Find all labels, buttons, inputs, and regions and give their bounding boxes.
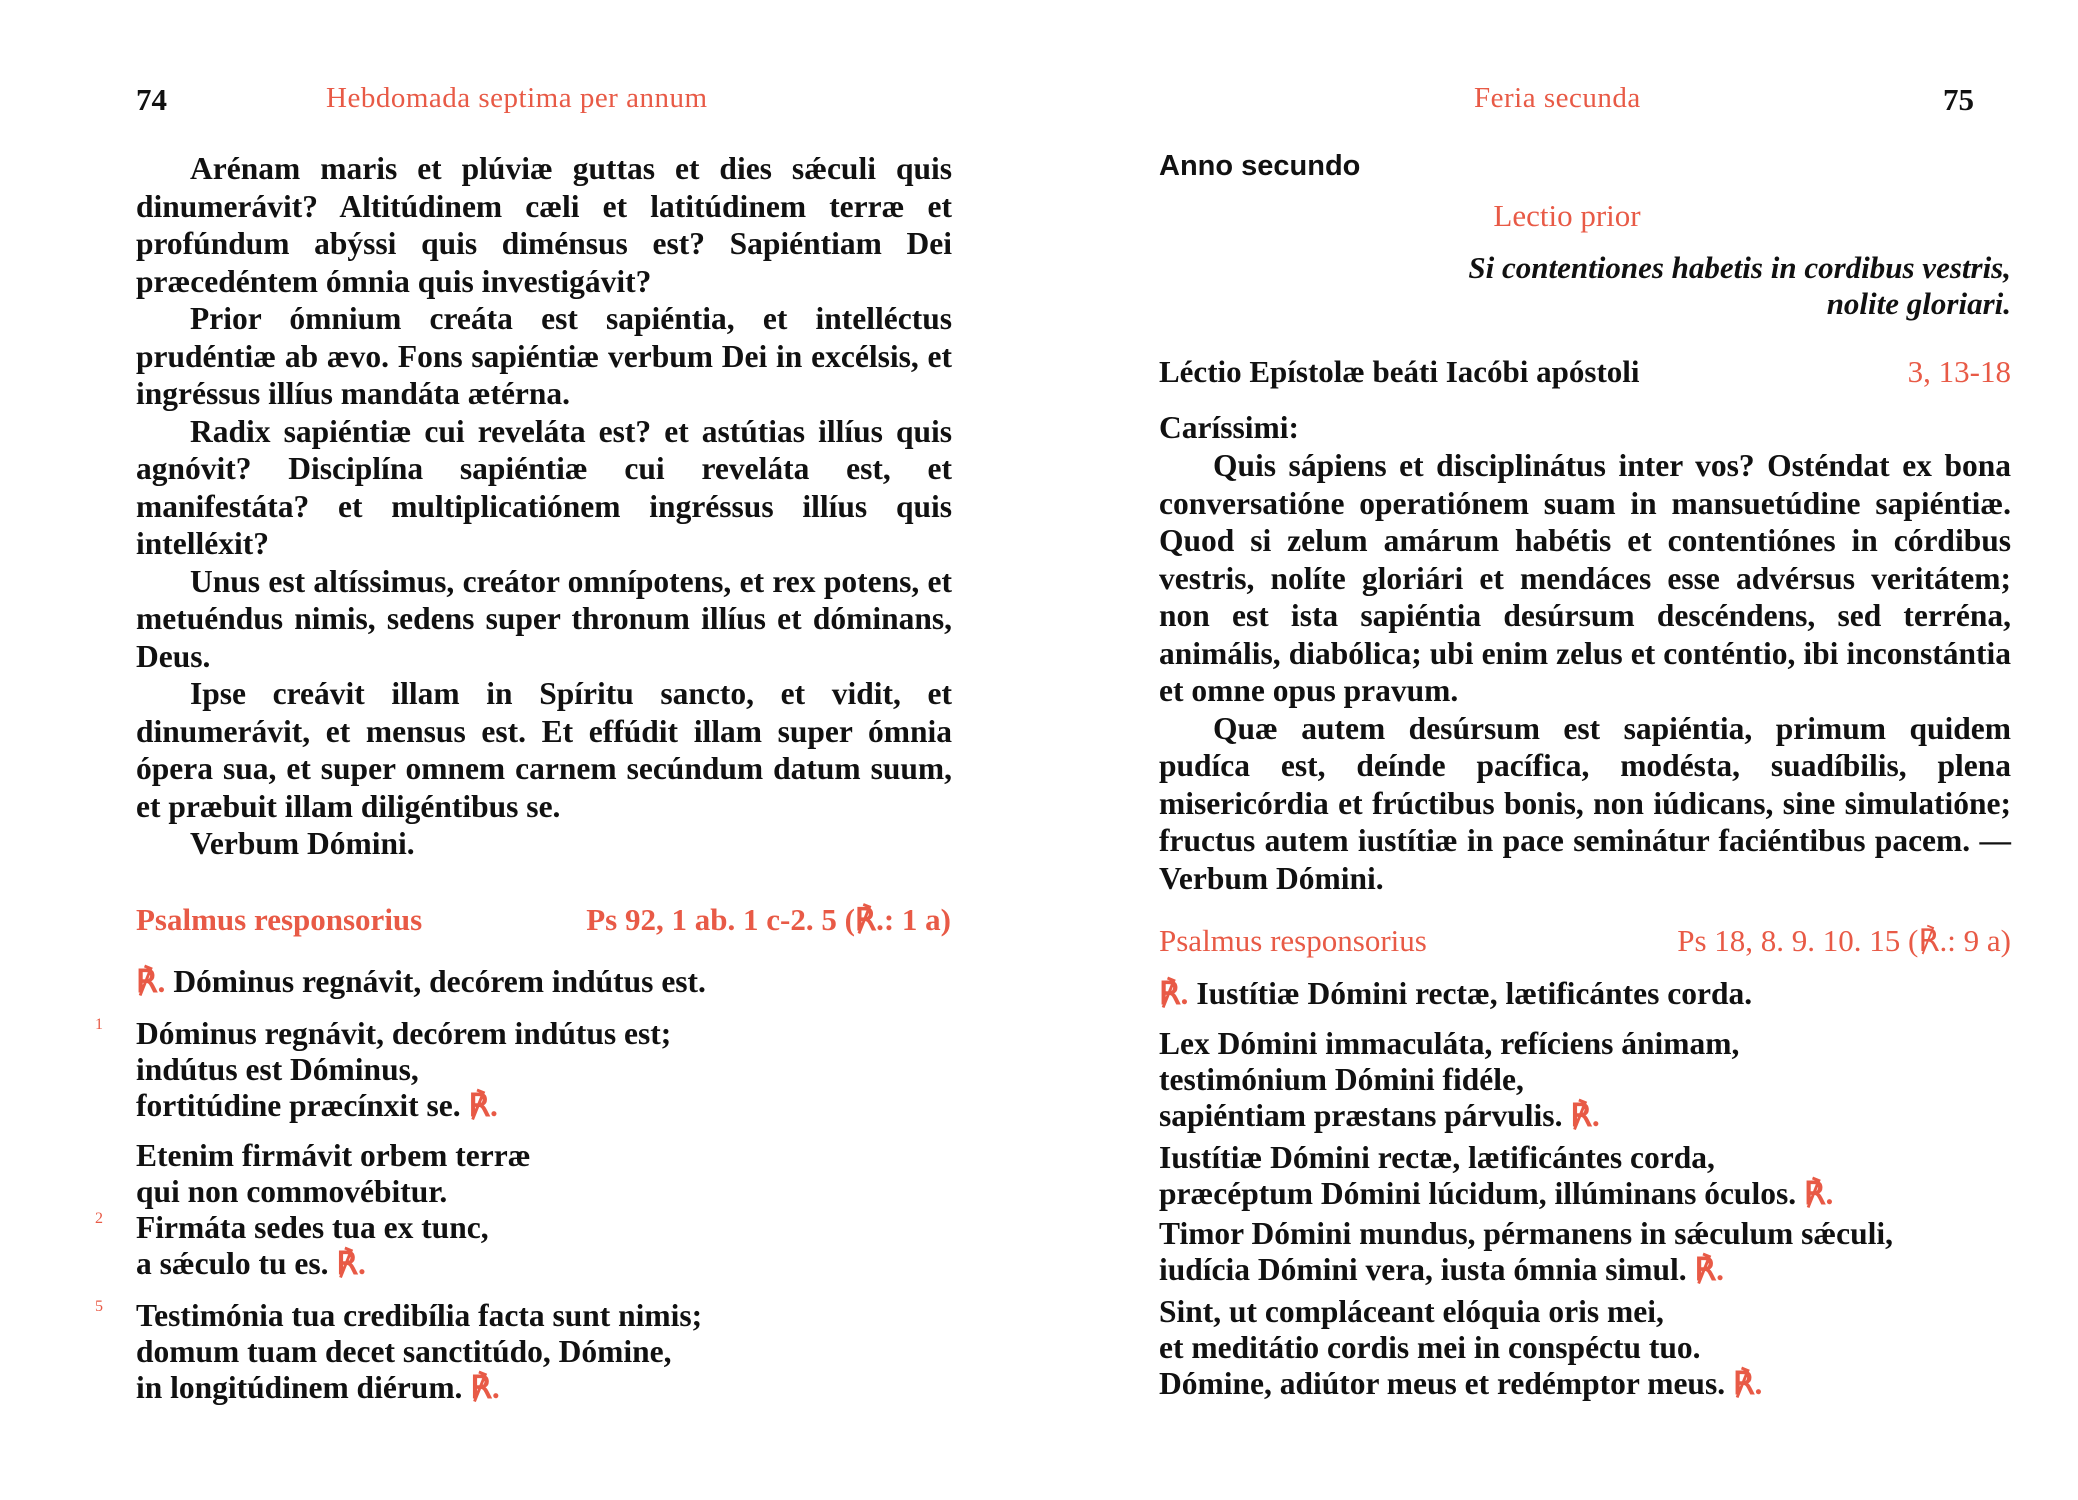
- reading-source: Léctio Epístolæ beáti Iacóbi apóstoli: [1159, 354, 1640, 389]
- psalm-stanza: [1159, 1216, 1893, 1288]
- verse-line: et meditátio cordis mei in conspéctu tuo.: [1159, 1330, 1701, 1365]
- verse-line: Dóminus regnávit, decórem indútus est;: [136, 1016, 672, 1051]
- reading-text: [1159, 447, 2011, 897]
- reading-reference: 3, 13-18: [1907, 354, 2011, 389]
- verse-number: 5: [95, 1298, 103, 1315]
- verse-line: testimónium Dómini fidéle,: [1159, 1062, 1524, 1097]
- salutation: Caríssimi:: [1159, 410, 1299, 445]
- verse-line: Iustítiæ Dómini rectæ, lætificántes corda,: [1159, 1140, 1715, 1175]
- response-symbol: ℟.: [470, 1370, 500, 1405]
- verse-line: iudícia Dómini vera, iusta ómnia simul. ℟.: [1159, 1252, 1724, 1287]
- epigraph: [1459, 250, 2011, 322]
- verse-line: Timor Dómini mundus, pérmanens in sǽculum sǽculi,: [1159, 1216, 1893, 1251]
- paragraph: Unus est altíssimus, creátor omnípotens, et rex potens, et metuéndus nimis, sedens super thronum illíus et dóminans, Deus.: [136, 563, 952, 674]
- paragraph: Quæ autem desúrsum est sapiéntia, primum quidem pudíca est, deínde pacífica, modésta, suadíbilis, plena misericórdia et frúctibus bonis, non iúdicans, sine simulatióne; fructus autem iustítiæ in pace seminátur faciéntibus pacem. — Verbum Dómini.: [1159, 710, 2011, 896]
- verse-line: Lex Dómini immaculáta, refíciens ánimam,: [1159, 1026, 1740, 1061]
- verse-line: Firmáta sedes tua ex tunc,: [136, 1210, 489, 1245]
- response-line: [136, 964, 706, 1000]
- response-symbol: ℟.: [468, 1088, 498, 1123]
- year-label: Anno secundo: [1159, 150, 1361, 182]
- verse-line: Sint, ut compláceant elóquia oris mei,: [1159, 1294, 1664, 1329]
- psalm-heading: Psalmus responsorius: [1159, 923, 1427, 958]
- verse-line: in longitúdinem diérum. ℟.: [136, 1370, 500, 1405]
- response-symbol: ℟.: [1732, 1366, 1763, 1401]
- right-page: [1039, 0, 2078, 1500]
- psalm-stanza: [136, 1298, 702, 1406]
- verse-line: sapiéntiam præstans párvulis. ℟.: [1159, 1098, 1600, 1133]
- running-title: Feria secunda: [1474, 82, 1641, 114]
- page-number: 74: [136, 82, 167, 117]
- verse-line: indútus est Dóminus,: [136, 1052, 419, 1087]
- psalm-stanza: [136, 1210, 489, 1282]
- paragraph: Quis sápiens et disciplinátus inter vos? Osténdat ex bona conversatióne operatiónem suam in mansuetúdine sapiéntiæ. Quod si zelum amárum habétis et contentiónes in córdibus vestris, nolíte gloriári et mendáces esse advérsus veritátem; non est ista sapiéntia desúrsum descéndens, sed terréna, animális, diabólica; ubi enim zelus et conténtio, ibi inconstántia et omne opus pravum.: [1159, 448, 2011, 708]
- reading-text: [136, 150, 952, 863]
- verse-line: Dómine, adiútor meus et redémptor meus. ℟.: [1159, 1366, 1763, 1401]
- psalm-heading-row: [136, 902, 951, 938]
- lectio-title: Lectio prior: [1493, 198, 1641, 233]
- psalm-reference: Ps 18, 8. 9. 10. 15 (℟.: 9 a): [1677, 923, 2011, 958]
- verse-line: præcéptum Dómini lúcidum, illúminans óculos. ℟.: [1159, 1176, 1834, 1211]
- response-text: Dóminus regnávit, decórem indútus est.: [173, 964, 706, 999]
- response-symbol: ℟.: [1159, 976, 1189, 1011]
- response-line: [1159, 976, 1752, 1012]
- verse-number: 1: [95, 1016, 103, 1033]
- response-symbol: ℟.: [336, 1246, 366, 1281]
- verse-line: qui non commovébitur.: [136, 1174, 448, 1209]
- response-symbol: ℟.: [1570, 1098, 1600, 1133]
- epigraph-line: Si contentiones habetis in cordibus vestris,: [1468, 250, 2011, 285]
- paragraph: Arénam maris et plúviæ guttas et dies sǽculi quis dinumerávit? Altitúdinem cæli et latitúdinem terræ et profúndum abýssi quis diménsus est? Sapiéntiam Dei præcedéntem ómnia quis investigávit?: [136, 151, 952, 299]
- psalm-stanza: [136, 1016, 671, 1124]
- paragraph: Prior ómnium creáta est sapiéntia, et intelléctus prudéntiæ ab ævo. Fons sapiéntiæ verbum Dei in excélsis, et ingréssus illíus mandáta ætérna.: [136, 301, 952, 411]
- epigraph-line: nolite gloriari.: [1826, 286, 2011, 321]
- reading-source-row: [1159, 354, 2011, 390]
- response-symbol: ℟.: [1803, 1176, 1834, 1211]
- verse-line: Testimónia tua credibília facta sunt nimis;: [136, 1298, 703, 1333]
- response-symbol: ℟.: [136, 964, 166, 999]
- verse-number: 2: [95, 1210, 103, 1227]
- running-title: Hebdomada septima per annum: [326, 82, 708, 114]
- verse-line: fortitúdine præcínxit se. ℟.: [136, 1088, 498, 1123]
- paragraph: Ipse creávit illam in Spíritu sancto, et vidit, et dinumerávit, et mensus est. Et effúdit illam super ómnia ópera sua, et super omnem carnem secúndum datum suum, et præbuit illam diligéntibus se.: [136, 676, 952, 824]
- verse-line: domum tuam decet sanctitúdo, Dómine,: [136, 1334, 672, 1369]
- psalm-stanza: [1159, 1294, 1762, 1402]
- psalm-heading-row: [1159, 923, 2011, 959]
- psalm-stanza: [1159, 1026, 1739, 1134]
- response-symbol: ℟.: [1694, 1252, 1724, 1287]
- psalm-heading: Psalmus responsorius: [136, 902, 423, 937]
- psalm-stanza: [136, 1138, 530, 1210]
- verbum-domini: Verbum Dómini.: [190, 826, 415, 861]
- paragraph: Radix sapiéntiæ cui reveláta est? et astútias illíus quis agnóvit? Disciplína sapiéntiæ cui reveláta est, et manifestáta? et multiplicatiónem ingréssus illíus quis intelléxit?: [136, 413, 952, 561]
- psalm-stanza: [1159, 1140, 1833, 1212]
- verse-line: Etenim firmávit orbem terræ: [136, 1138, 531, 1173]
- response-text: Iustítiæ Dómini rectæ, lætificántes corda.: [1196, 976, 1753, 1011]
- psalm-reference: Ps 92, 1 ab. 1 c-2. 5 (℟.: 1 a): [586, 902, 951, 937]
- verse-line: a sǽculo tu es. ℟.: [136, 1246, 366, 1281]
- page-number: 75: [1943, 82, 1974, 117]
